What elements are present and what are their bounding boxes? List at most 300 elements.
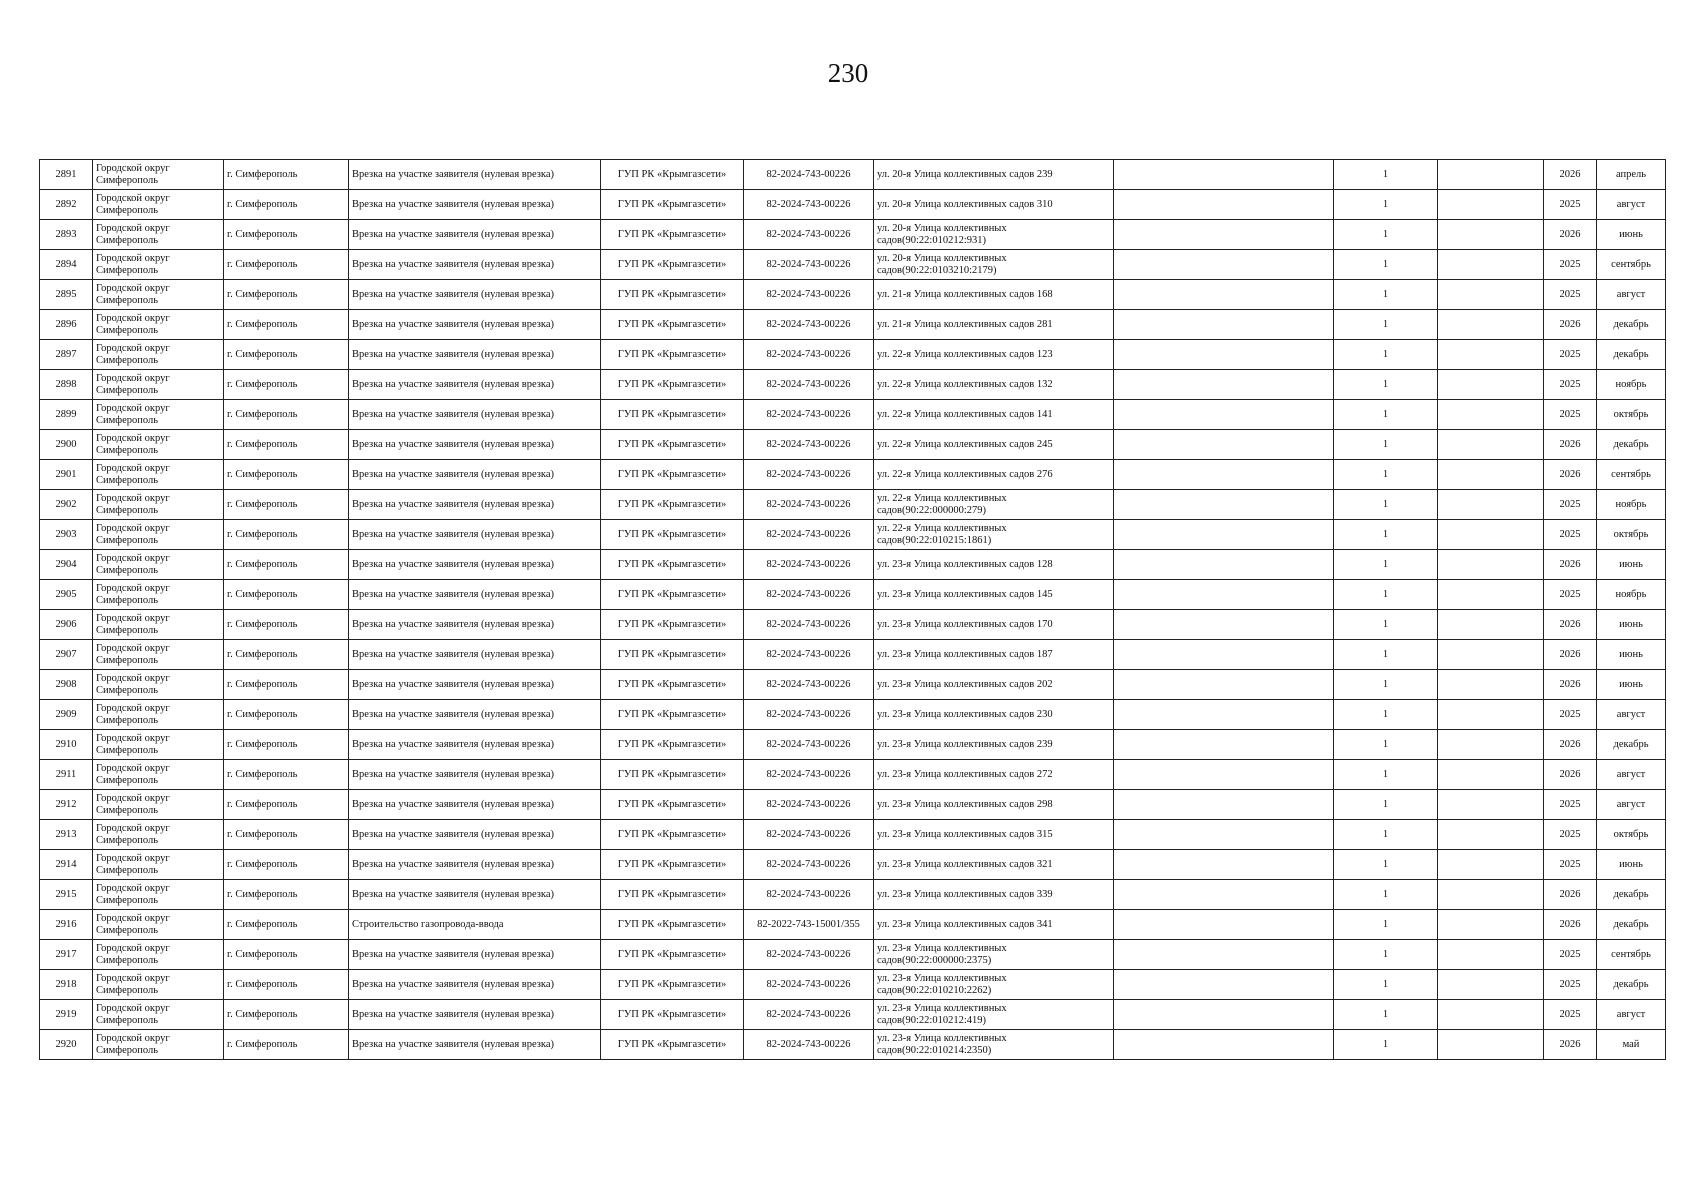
organization-cell: ГУП РК «Крымгазсети» [601,310,744,340]
district-cell: Городской округ Симферополь [93,520,224,550]
work-type-cell: Врезка на участке заявителя (нулевая врезка) [349,640,601,670]
empty-cell [1114,730,1334,760]
address-cell: ул. 20-я Улица коллективных садов 239 [874,160,1114,190]
row-number-cell: 2920 [40,1030,93,1060]
year-cell: 2025 [1544,340,1597,370]
table-row [40,370,1666,400]
empty-cell [1438,280,1544,310]
month-cell: октябрь [1597,820,1666,850]
table-row [40,160,1666,190]
row-number-cell: 2897 [40,340,93,370]
quantity-cell: 1 [1334,820,1438,850]
district-cell: Городской округ Симферополь [93,280,224,310]
program-code-cell: 82-2024-743-00226 [744,850,874,880]
empty-cell [1114,310,1334,340]
city-cell: г. Симферополь [224,490,349,520]
program-code-cell: 82-2024-743-00226 [744,790,874,820]
month-cell: ноябрь [1597,370,1666,400]
table-row [40,850,1666,880]
month-cell: октябрь [1597,400,1666,430]
quantity-cell: 1 [1334,760,1438,790]
city-cell: г. Симферополь [224,520,349,550]
program-code-cell: 82-2024-743-00226 [744,430,874,460]
year-cell: 2026 [1544,910,1597,940]
district-cell: Городской округ Симферополь [93,370,224,400]
empty-cell [1114,250,1334,280]
table-row [40,910,1666,940]
empty-cell [1114,790,1334,820]
empty-cell [1438,400,1544,430]
work-type-cell: Врезка на участке заявителя (нулевая врезка) [349,610,601,640]
address-cell: ул. 22-я Улица коллективных садов 123 [874,340,1114,370]
month-cell: июнь [1597,670,1666,700]
row-number-cell: 2916 [40,910,93,940]
month-cell: июнь [1597,550,1666,580]
empty-cell [1114,160,1334,190]
program-code-cell: 82-2024-743-00226 [744,820,874,850]
table-row [40,880,1666,910]
organization-cell: ГУП РК «Крымгазсети» [601,430,744,460]
month-cell: декабрь [1597,430,1666,460]
district-cell: Городской округ Симферополь [93,310,224,340]
row-number-cell: 2909 [40,700,93,730]
program-code-cell: 82-2024-743-00226 [744,400,874,430]
city-cell: г. Симферополь [224,670,349,700]
empty-cell [1114,280,1334,310]
quantity-cell: 1 [1334,850,1438,880]
organization-cell: ГУП РК «Крымгазсети» [601,610,744,640]
empty-cell [1114,700,1334,730]
program-code-cell: 82-2024-743-00226 [744,730,874,760]
quantity-cell: 1 [1334,400,1438,430]
city-cell: г. Симферополь [224,970,349,1000]
quantity-cell: 1 [1334,430,1438,460]
program-code-cell: 82-2024-743-00226 [744,880,874,910]
empty-cell [1438,850,1544,880]
city-cell: г. Симферополь [224,190,349,220]
program-code-cell: 82-2024-743-00226 [744,220,874,250]
city-cell: г. Симферополь [224,880,349,910]
year-cell: 2025 [1544,370,1597,400]
table-row [40,670,1666,700]
row-number-cell: 2900 [40,430,93,460]
work-type-cell: Врезка на участке заявителя (нулевая врезка) [349,400,601,430]
program-code-cell: 82-2024-743-00226 [744,700,874,730]
empty-cell [1438,160,1544,190]
district-cell: Городской округ Симферополь [93,850,224,880]
organization-cell: ГУП РК «Крымгазсети» [601,760,744,790]
quantity-cell: 1 [1334,280,1438,310]
row-number-cell: 2914 [40,850,93,880]
empty-cell [1114,430,1334,460]
table-row [40,490,1666,520]
empty-cell [1114,970,1334,1000]
city-cell: г. Симферополь [224,370,349,400]
row-number-cell: 2898 [40,370,93,400]
city-cell: г. Симферополь [224,610,349,640]
row-number-cell: 2893 [40,220,93,250]
year-cell: 2026 [1544,1030,1597,1060]
quantity-cell: 1 [1334,880,1438,910]
program-code-cell: 82-2024-743-00226 [744,160,874,190]
city-cell: г. Симферополь [224,760,349,790]
city-cell: г. Симферополь [224,550,349,580]
empty-cell [1114,760,1334,790]
table-row [40,790,1666,820]
program-code-cell: 82-2024-743-00226 [744,370,874,400]
organization-cell: ГУП РК «Крымгазсети» [601,670,744,700]
table-row [40,610,1666,640]
row-number-cell: 2903 [40,520,93,550]
table-row [40,700,1666,730]
district-cell: Городской округ Симферополь [93,880,224,910]
month-cell: июнь [1597,220,1666,250]
year-cell: 2025 [1544,1000,1597,1030]
district-cell: Городской округ Симферополь [93,340,224,370]
empty-cell [1114,580,1334,610]
table-row [40,250,1666,280]
year-cell: 2026 [1544,550,1597,580]
organization-cell: ГУП РК «Крымгазсети» [601,790,744,820]
organization-cell: ГУП РК «Крымгазсети» [601,1030,744,1060]
table-row [40,940,1666,970]
year-cell: 2026 [1544,610,1597,640]
empty-cell [1438,460,1544,490]
empty-cell [1114,880,1334,910]
organization-cell: ГУП РК «Крымгазсети» [601,340,744,370]
organization-cell: ГУП РК «Крымгазсети» [601,160,744,190]
empty-cell [1114,910,1334,940]
address-cell: ул. 23-я Улица коллективных садов(90:22:000000:2375) [874,940,1114,970]
table-row [40,280,1666,310]
empty-cell [1114,520,1334,550]
district-cell: Городской округ Симферополь [93,580,224,610]
empty-cell [1438,310,1544,340]
program-code-cell: 82-2024-743-00226 [744,520,874,550]
district-cell: Городской округ Симферополь [93,760,224,790]
empty-cell [1438,550,1544,580]
year-cell: 2026 [1544,730,1597,760]
work-type-cell: Врезка на участке заявителя (нулевая врезка) [349,430,601,460]
program-code-cell: 82-2024-743-00226 [744,640,874,670]
program-code-cell: 82-2024-743-00226 [744,250,874,280]
district-cell: Городской округ Симферополь [93,670,224,700]
empty-cell [1438,340,1544,370]
empty-cell [1438,700,1544,730]
empty-cell [1438,790,1544,820]
organization-cell: ГУП РК «Крымгазсети» [601,850,744,880]
city-cell: г. Симферополь [224,850,349,880]
table-row [40,220,1666,250]
district-cell: Городской округ Симферополь [93,910,224,940]
year-cell: 2026 [1544,640,1597,670]
year-cell: 2025 [1544,790,1597,820]
empty-cell [1438,190,1544,220]
year-cell: 2026 [1544,160,1597,190]
empty-cell [1438,1000,1544,1030]
work-type-cell: Врезка на участке заявителя (нулевая врезка) [349,820,601,850]
organization-cell: ГУП РК «Крымгазсети» [601,580,744,610]
year-cell: 2025 [1544,970,1597,1000]
row-number-cell: 2918 [40,970,93,1000]
month-cell: декабрь [1597,730,1666,760]
district-cell: Городской округ Симферополь [93,730,224,760]
city-cell: г. Симферополь [224,160,349,190]
empty-cell [1114,670,1334,700]
work-type-cell: Врезка на участке заявителя (нулевая врезка) [349,550,601,580]
year-cell: 2025 [1544,940,1597,970]
table-body [40,160,1666,1060]
address-cell: ул. 23-я Улица коллективных садов 272 [874,760,1114,790]
empty-cell [1438,940,1544,970]
work-type-cell: Врезка на участке заявителя (нулевая врезка) [349,940,601,970]
organization-cell: ГУП РК «Крымгазсети» [601,490,744,520]
empty-cell [1114,190,1334,220]
quantity-cell: 1 [1334,1000,1438,1030]
organization-cell: ГУП РК «Крымгазсети» [601,520,744,550]
work-type-cell: Врезка на участке заявителя (нулевая врезка) [349,340,601,370]
program-code-cell: 82-2024-743-00226 [744,580,874,610]
address-cell: ул. 23-я Улица коллективных садов 298 [874,790,1114,820]
empty-cell [1438,370,1544,400]
city-cell: г. Симферополь [224,820,349,850]
quantity-cell: 1 [1334,370,1438,400]
month-cell: август [1597,1000,1666,1030]
empty-cell [1114,220,1334,250]
organization-cell: ГУП РК «Крымгазсети» [601,940,744,970]
empty-cell [1438,880,1544,910]
district-cell: Городской округ Симферополь [93,610,224,640]
address-cell: ул. 21-я Улица коллективных садов 281 [874,310,1114,340]
month-cell: июнь [1597,610,1666,640]
program-code-cell: 82-2024-743-00226 [744,310,874,340]
district-cell: Городской округ Симферополь [93,400,224,430]
organization-cell: ГУП РК «Крымгазсети» [601,820,744,850]
table-row [40,400,1666,430]
work-type-cell: Врезка на участке заявителя (нулевая врезка) [349,580,601,610]
city-cell: г. Симферополь [224,460,349,490]
empty-cell [1438,220,1544,250]
month-cell: август [1597,790,1666,820]
year-cell: 2026 [1544,670,1597,700]
empty-cell [1114,1000,1334,1030]
page-number: 230 [827,58,869,88]
organization-cell: ГУП РК «Крымгазсети» [601,280,744,310]
empty-cell [1438,670,1544,700]
quantity-cell: 1 [1334,730,1438,760]
city-cell: г. Симферополь [224,730,349,760]
organization-cell: ГУП РК «Крымгазсети» [601,190,744,220]
address-cell: ул. 23-я Улица коллективных садов 321 [874,850,1114,880]
district-cell: Городской округ Симферополь [93,160,224,190]
quantity-cell: 1 [1334,340,1438,370]
row-number-cell: 2891 [40,160,93,190]
empty-cell [1114,850,1334,880]
district-cell: Городской округ Симферополь [93,550,224,580]
work-type-cell: Врезка на участке заявителя (нулевая врезка) [349,700,601,730]
month-cell: декабрь [1597,910,1666,940]
year-cell: 2025 [1544,280,1597,310]
empty-cell [1114,640,1334,670]
row-number-cell: 2904 [40,550,93,580]
year-cell: 2025 [1544,190,1597,220]
address-cell: ул. 22-я Улица коллективных садов(90:22:000000:279) [874,490,1114,520]
work-type-cell: Врезка на участке заявителя (нулевая врезка) [349,730,601,760]
organization-cell: ГУП РК «Крымгазсети» [601,460,744,490]
quantity-cell: 1 [1334,250,1438,280]
work-type-cell: Врезка на участке заявителя (нулевая врезка) [349,250,601,280]
quantity-cell: 1 [1334,1030,1438,1060]
city-cell: г. Симферополь [224,280,349,310]
empty-cell [1114,610,1334,640]
row-number-cell: 2911 [40,760,93,790]
district-cell: Городской округ Симферополь [93,790,224,820]
table-row [40,970,1666,1000]
work-type-cell: Врезка на участке заявителя (нулевая врезка) [349,370,601,400]
program-code-cell: 82-2024-743-00226 [744,1000,874,1030]
row-number-cell: 2912 [40,790,93,820]
row-number-cell: 2908 [40,670,93,700]
month-cell: сентябрь [1597,250,1666,280]
table-row [40,1000,1666,1030]
year-cell: 2026 [1544,880,1597,910]
city-cell: г. Симферополь [224,1030,349,1060]
address-cell: ул. 22-я Улица коллективных садов 245 [874,430,1114,460]
address-cell: ул. 20-я Улица коллективных садов(90:22:010212:931) [874,220,1114,250]
organization-cell: ГУП РК «Крымгазсети» [601,880,744,910]
quantity-cell: 1 [1334,970,1438,1000]
empty-cell [1438,610,1544,640]
quantity-cell: 1 [1334,160,1438,190]
row-number-cell: 2917 [40,940,93,970]
address-cell: ул. 21-я Улица коллективных садов 168 [874,280,1114,310]
city-cell: г. Симферополь [224,250,349,280]
work-type-cell: Врезка на участке заявителя (нулевая врезка) [349,520,601,550]
city-cell: г. Симферополь [224,220,349,250]
program-code-cell: 82-2024-743-00226 [744,490,874,520]
program-code-cell: 82-2024-743-00226 [744,1030,874,1060]
empty-cell [1438,760,1544,790]
organization-cell: ГУП РК «Крымгазсети» [601,640,744,670]
year-cell: 2026 [1544,460,1597,490]
year-cell: 2025 [1544,580,1597,610]
empty-cell [1438,580,1544,610]
organization-cell: ГУП РК «Крымгазсети» [601,730,744,760]
work-type-cell: Врезка на участке заявителя (нулевая врезка) [349,280,601,310]
quantity-cell: 1 [1334,610,1438,640]
program-code-cell: 82-2024-743-00226 [744,610,874,640]
quantity-cell: 1 [1334,580,1438,610]
program-code-cell: 82-2024-743-00226 [744,970,874,1000]
row-number-cell: 2913 [40,820,93,850]
address-cell: ул. 23-я Улица коллективных садов 341 [874,910,1114,940]
table-row [40,520,1666,550]
empty-cell [1114,820,1334,850]
address-cell: ул. 22-я Улица коллективных садов 141 [874,400,1114,430]
quantity-cell: 1 [1334,310,1438,340]
month-cell: август [1597,760,1666,790]
month-cell: сентябрь [1597,460,1666,490]
quantity-cell: 1 [1334,520,1438,550]
work-type-cell: Врезка на участке заявителя (нулевая врезка) [349,850,601,880]
district-cell: Городской округ Симферополь [93,970,224,1000]
month-cell: июнь [1597,850,1666,880]
empty-cell [1114,550,1334,580]
month-cell: август [1597,280,1666,310]
district-cell: Городской округ Симферополь [93,820,224,850]
month-cell: декабрь [1597,310,1666,340]
city-cell: г. Симферополь [224,340,349,370]
organization-cell: ГУП РК «Крымгазсети» [601,550,744,580]
city-cell: г. Симферополь [224,310,349,340]
address-cell: ул. 23-я Улица коллективных садов 230 [874,700,1114,730]
row-number-cell: 2892 [40,190,93,220]
table-row [40,460,1666,490]
city-cell: г. Симферополь [224,700,349,730]
organization-cell: ГУП РК «Крымгазсети» [601,250,744,280]
address-cell: ул. 20-я Улица коллективных садов 310 [874,190,1114,220]
city-cell: г. Симферополь [224,940,349,970]
year-cell: 2025 [1544,850,1597,880]
empty-cell [1114,370,1334,400]
program-code-cell: 82-2024-743-00226 [744,940,874,970]
empty-cell [1438,820,1544,850]
year-cell: 2026 [1544,760,1597,790]
row-number-cell: 2896 [40,310,93,340]
quantity-cell: 1 [1334,190,1438,220]
month-cell: август [1597,190,1666,220]
month-cell: декабрь [1597,340,1666,370]
district-cell: Городской округ Симферополь [93,190,224,220]
row-number-cell: 2901 [40,460,93,490]
empty-cell [1438,970,1544,1000]
work-type-cell: Врезка на участке заявителя (нулевая врезка) [349,160,601,190]
work-type-cell: Врезка на участке заявителя (нулевая врезка) [349,790,601,820]
quantity-cell: 1 [1334,790,1438,820]
row-number-cell: 2902 [40,490,93,520]
work-type-cell: Строительство газопровода-ввода [349,910,601,940]
empty-cell [1438,1030,1544,1060]
address-cell: ул. 22-я Улица коллективных садов 132 [874,370,1114,400]
table-row [40,310,1666,340]
empty-cell [1114,1030,1334,1060]
organization-cell: ГУП РК «Крымгазсети» [601,220,744,250]
address-cell: ул. 23-я Улица коллективных садов 239 [874,730,1114,760]
row-number-cell: 2919 [40,1000,93,1030]
row-number-cell: 2906 [40,610,93,640]
quantity-cell: 1 [1334,700,1438,730]
organization-cell: ГУП РК «Крымгазсети» [601,910,744,940]
table-row [40,820,1666,850]
district-cell: Городской округ Симферополь [93,250,224,280]
district-cell: Городской округ Симферополь [93,940,224,970]
month-cell: июнь [1597,640,1666,670]
work-type-cell: Врезка на участке заявителя (нулевая врезка) [349,310,601,340]
organization-cell: ГУП РК «Крымгазсети» [601,370,744,400]
address-cell: ул. 23-я Улица коллективных садов 187 [874,640,1114,670]
empty-cell [1438,640,1544,670]
table-row [40,730,1666,760]
table-row [40,340,1666,370]
organization-cell: ГУП РК «Крымгазсети» [601,700,744,730]
program-code-cell: 82-2022-743-15001/355 [744,910,874,940]
work-type-cell: Врезка на участке заявителя (нулевая врезка) [349,760,601,790]
quantity-cell: 1 [1334,490,1438,520]
program-code-cell: 82-2024-743-00226 [744,550,874,580]
district-cell: Городской округ Симферополь [93,1000,224,1030]
table-row [40,430,1666,460]
empty-cell [1114,940,1334,970]
